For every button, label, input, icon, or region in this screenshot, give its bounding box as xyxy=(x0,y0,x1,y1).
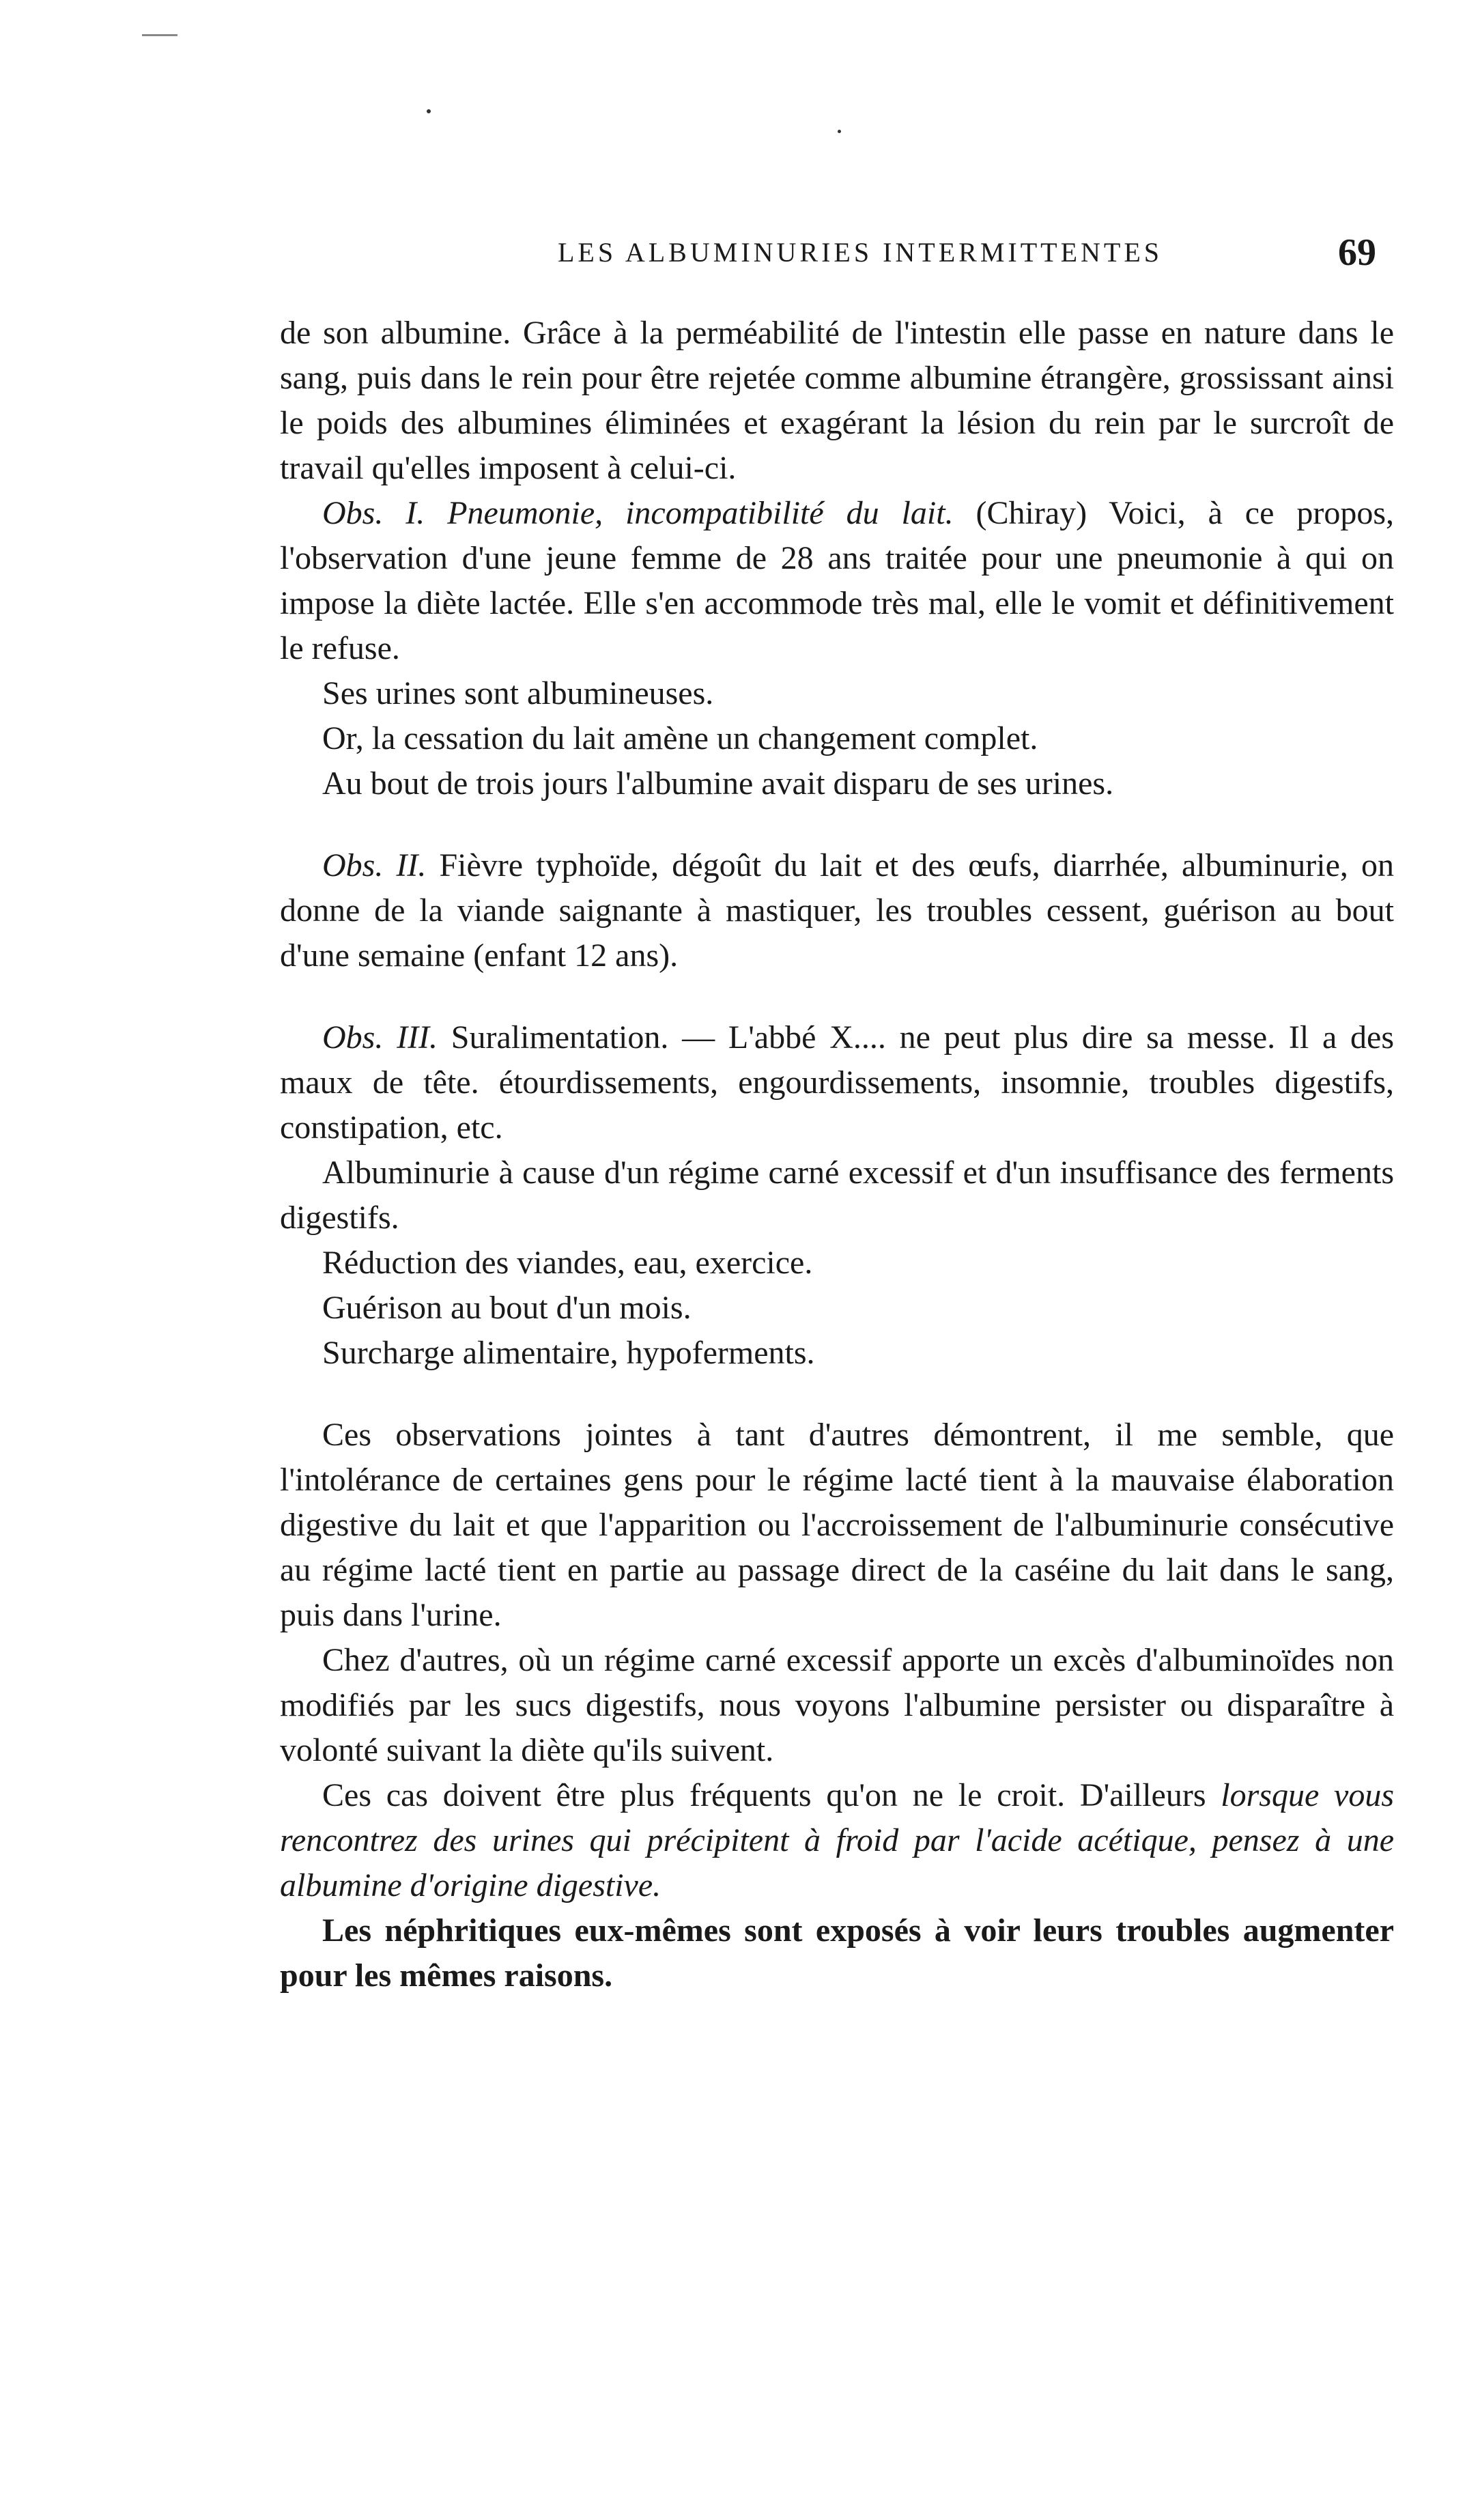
obs-label: Obs. II. xyxy=(322,847,427,883)
observation-1-line: Ses urines sont albumineuses. xyxy=(322,675,714,711)
observation-2 xyxy=(280,843,1394,978)
page-number: 69 xyxy=(1338,231,1376,274)
observation-3-line: Guérison au bout d'un mois. xyxy=(322,1290,692,1326)
ink-speck xyxy=(427,109,431,113)
paragraph-cas xyxy=(280,1773,1394,1908)
spacer xyxy=(280,978,1394,1015)
observation-3-line: Surcharge alimentaire, hypoferments. xyxy=(322,1335,815,1371)
observation-3-line: Albuminurie à cause d'un régime carné excessif et d'un insuffisance des ferments digestifs. xyxy=(280,1155,1394,1236)
observation-1-line: Au bout de trois jours l'albumine avait disparu de ses urines. xyxy=(322,765,1114,802)
paragraph-intestin: de son albumine. Grâce à la perméabilité de l'intestin elle passe en nature dans le sang, puis dans le rein pour être rejetée comme albumine étrangère, grossissant ainsi le poids des albumines éliminées et exagérant la lésion du rein par le surcroît de travail qu'elles imposent à celui-ci. xyxy=(280,315,1394,486)
running-head: LES ALBUMINURIES INTERMITTENTES xyxy=(557,237,1163,268)
obs-label: Obs. III. xyxy=(322,1019,438,1056)
paragraph-nephritiques: Les néphritiques eux-mêmes sont exposés à voir leurs troubles augmenter pour les mêmes raisons. xyxy=(280,1912,1394,1994)
cas-text: Ces cas doivent être plus fréquents qu'on ne le croit. D'ailleurs xyxy=(322,1777,1221,1813)
ink-speck xyxy=(838,130,841,133)
observation-1-line: Or, la cessation du lait amène un changement complet. xyxy=(322,720,1038,756)
paragraph-chez-autres: Chez d'autres, où un régime carné excessif apporte un excès d'albuminoïdes non modifiés par les sucs digestifs, nous voyons l'albumine persister ou disparaître à volonté suivant la diète qu'ils suivent. xyxy=(280,1642,1394,1768)
page-header xyxy=(0,231,1480,279)
obs-text: Fièvre typhoïde, dégoût du lait et des œufs, diarrhée, albuminurie, on donne de la viande saignante à mastiquer, les troubles cessent, guérison au bout d'une semaine (enfant 12 ans). xyxy=(280,847,1395,974)
cas-emphasis: lorsque vous rencontrez des urines qui précipitent à froid par l'acide acétique, pensez à une albumine d'origine digestive. xyxy=(280,1777,1395,1903)
top-rule xyxy=(142,34,177,36)
observation-3-line: Réduction des viandes, eau, exercice. xyxy=(322,1245,813,1281)
spacer xyxy=(280,1376,1394,1413)
observation-3 xyxy=(280,1015,1394,1150)
obs-label: Obs. I. xyxy=(322,495,425,531)
obs-text: Suralimentation. — L'abbé X.... ne peut plus dire sa messe. Il a des maux de tête. étourdissements, engourdissements, insomnie, troubles digestifs, constipation, etc. xyxy=(280,1019,1395,1146)
obs-title: Pneumonie, incompatibilité du lait. xyxy=(447,495,954,531)
body-text xyxy=(280,311,1394,1998)
obs-text: (Chiray) Voici, à ce propos, l'observation d'une jeune femme de 28 ans traitée pour une pneumonie à qui on impose la diète lactée. Elle s'en accommode très mal, elle le vomit et définitivement le refuse. xyxy=(280,495,1395,666)
paragraph-conclusion: Ces observations jointes à tant d'autres démontrent, il me semble, que l'intolérance de certaines gens pour le régime lacté tient à la mauvaise élaboration digestive du lait et que l'apparition ou l'accroissement de l'albuminurie consécutive au régime lacté tient en partie au passage direct de la caséine du lait dans le sang, puis dans l'urine. xyxy=(280,1417,1394,1633)
spacer xyxy=(280,806,1394,843)
observation-1 xyxy=(280,491,1394,671)
